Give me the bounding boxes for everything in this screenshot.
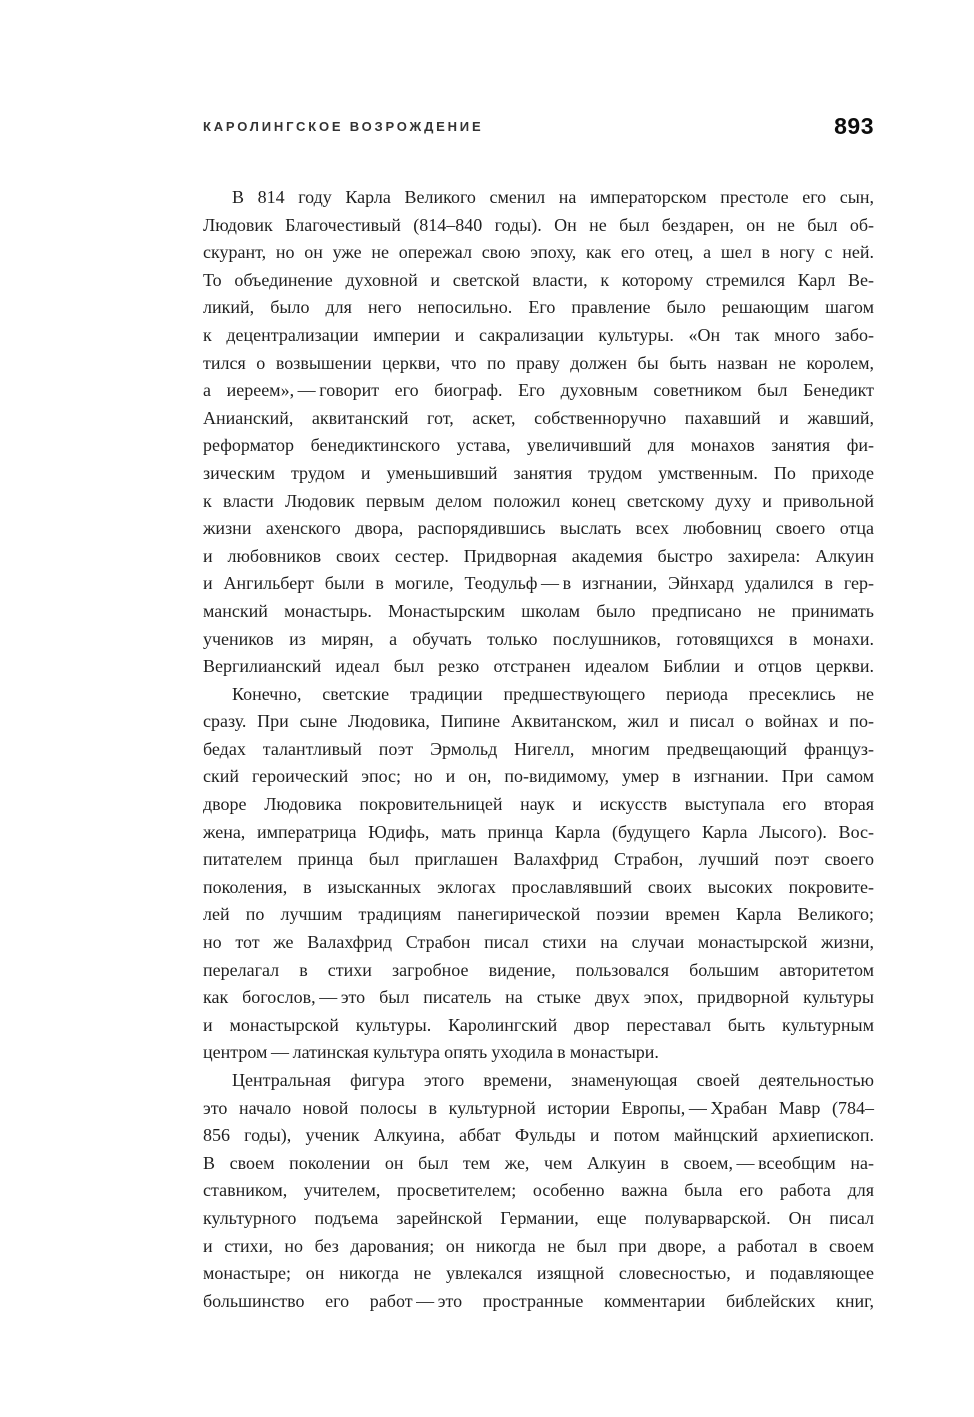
text-line-p2-l12: как богослов, — это был писатель на стыке двух эпох, придворной культуры [203, 987, 874, 1008]
text-line-p2-l5: дворе Людовика покровительницей наук и искусств выступала его вторая [203, 794, 874, 815]
text-line-p3-l1: Центральная фигура этого времени, знаменующая своей деятельностью [232, 1070, 874, 1090]
text-line-p3-l7: и стихи, но без дарования; он никогда не был при дворе, а работал в своем [203, 1235, 874, 1256]
text-line-p3-l4: В своем поколении он был тем же, чем Алкуин в своем, — всеобщим на- [203, 1152, 874, 1173]
text-line-p1-l15: и Ангильберт были в могиле, Теодульф — в изгнании, Эйнхард удалился в гер- [203, 573, 874, 594]
text-line-p2-l8: поколения, в изысканных эклогах прославлявший своих высоких покровите- [203, 876, 874, 897]
running-header [203, 110, 874, 137]
text-line-p3-l6: культурного подъема зарейнской Германии, еще полуварварской. Он писал [203, 1207, 874, 1228]
text-line-p1-l11: зическим трудом и уменьшивший занятия трудом умственным. По приходе [203, 462, 874, 483]
text-line-p2-l6: жена, императрица Юдифь, мать принца Карла (будущего Карла Лысого). Вос- [203, 821, 874, 842]
text-line-p2-l1: Конечно, светские традиции предшествующего периода пресеклись не [232, 683, 874, 704]
text-line-p2-l4: ский героический эпос; но и он, по-видимому, умер в изгнании. При самом [203, 766, 874, 787]
text-line-p1-l16: манский монастырь. Монастырским школам было предписано не принимать [203, 600, 874, 621]
text-line-p3-l3: 856 годы), ученик Алкуина, аббат Фульды и потом майнцский архиепископ. [203, 1125, 874, 1146]
text-line-p3-l2: это начало новой полосы в культурной истории Европы, — Храбан Мавр (784– [203, 1097, 874, 1118]
text-line-p2-l11: перелагал в стихи загробное видение, пользовался большим авторитетом [203, 959, 874, 980]
text-line-p1-l14: и любовников своих сестер. Придворная академия быстро захирела: Алкуин [203, 545, 874, 566]
page-number: 893 [834, 113, 874, 139]
text-line-p3-l8: монастыре; он никогда не увлекался изящной словесностью, и подавляющее [203, 1263, 874, 1284]
text-line-p3-l9: большинство его работ — это пространные комментарии библейских книг, [203, 1290, 874, 1311]
text-line-p1-l10: реформатор бенедиктинского устава, увеличивший для монахов занятия фи- [203, 435, 874, 456]
text-line-p1-l1: В 814 году Карла Великого сменил на императорском престоле его сын, [232, 187, 874, 207]
text-line-p1-l6: к децентрализации империи и сакрализации культуры. «Он так много забо- [203, 324, 874, 345]
text-line-p2-l13: и монастырской культуры. Каролингский двор переставал быть культурным [203, 1014, 874, 1035]
running-head-title: КАРОЛИНГСКОЕ ВОЗРОЖДЕНИЕ [203, 119, 484, 134]
text-line-p1-l4: То объединение духовной и светской власти, к которому стремился Карл Ве- [203, 269, 874, 290]
text-line-p1-l5: ликий, было для него непосильно. Его правление было решающим шагом [203, 297, 874, 318]
text-line-p2-l3: бедах талантливый поэт Эрмольд Нигелл, многим предвещающий француз- [203, 738, 874, 759]
page-body-text [203, 184, 874, 1315]
text-line-p2-l9: лей по лучшим традициям панегирической поэзии времен Карла Великого; [203, 904, 874, 925]
text-line-p3-l5: ставником, учителем, просветителем; особенно важна была его работа для [203, 1180, 874, 1201]
text-line-p2-l2: сразу. При сыне Людовика, Пипине Аквитанском, жил и писал о войнах и по- [203, 711, 874, 732]
text-line-p1-l13: жизни ахенского двора, распорядившись выслать всех любовниц своего отца [203, 518, 874, 539]
text-line-p1-l3: скурант, но он уже не опережал свою эпоху, как его отец, а шел в ногу с ней. [203, 242, 874, 263]
text-line-p1-l7: тился о возвышении церкви, что по праву должен бы быть назван не королем, [203, 352, 874, 373]
text-line-p2-l10: но тот же Валахфрид Страбон писал стихи на случаи монастырской жизни, [203, 932, 874, 953]
text-line-p1-l12: к власти Людовик первым делом положил конец светскому духу и привольной [203, 490, 874, 511]
text-line-p2-l14: центром — латинская культура опять уходила в монастыри. [203, 1042, 659, 1063]
text-line-p1-l8: а иереем», — говорит его биограф. Его духовным советником был Бенедикт [203, 380, 874, 401]
text-line-p1-l9: Анианский, аквитанский гот, аскет, собственноручно пахавший и жавший, [203, 407, 874, 428]
text-line-p1-l18: Вергилианский идеал был резко отстранен идеалом Библии и отцов церкви. [203, 656, 874, 677]
text-line-p1-l2: Людовик Благочестивый (814–840 годы). Он не был бездарен, он не был об- [203, 214, 874, 235]
text-line-p2-l7: питателем принца был приглашен Валахфрид Страбон, лучший поэт своего [203, 849, 874, 870]
text-line-p1-l17: учеников из мирян, а обучать только послушников, готовящихся в монахи. [203, 628, 874, 649]
